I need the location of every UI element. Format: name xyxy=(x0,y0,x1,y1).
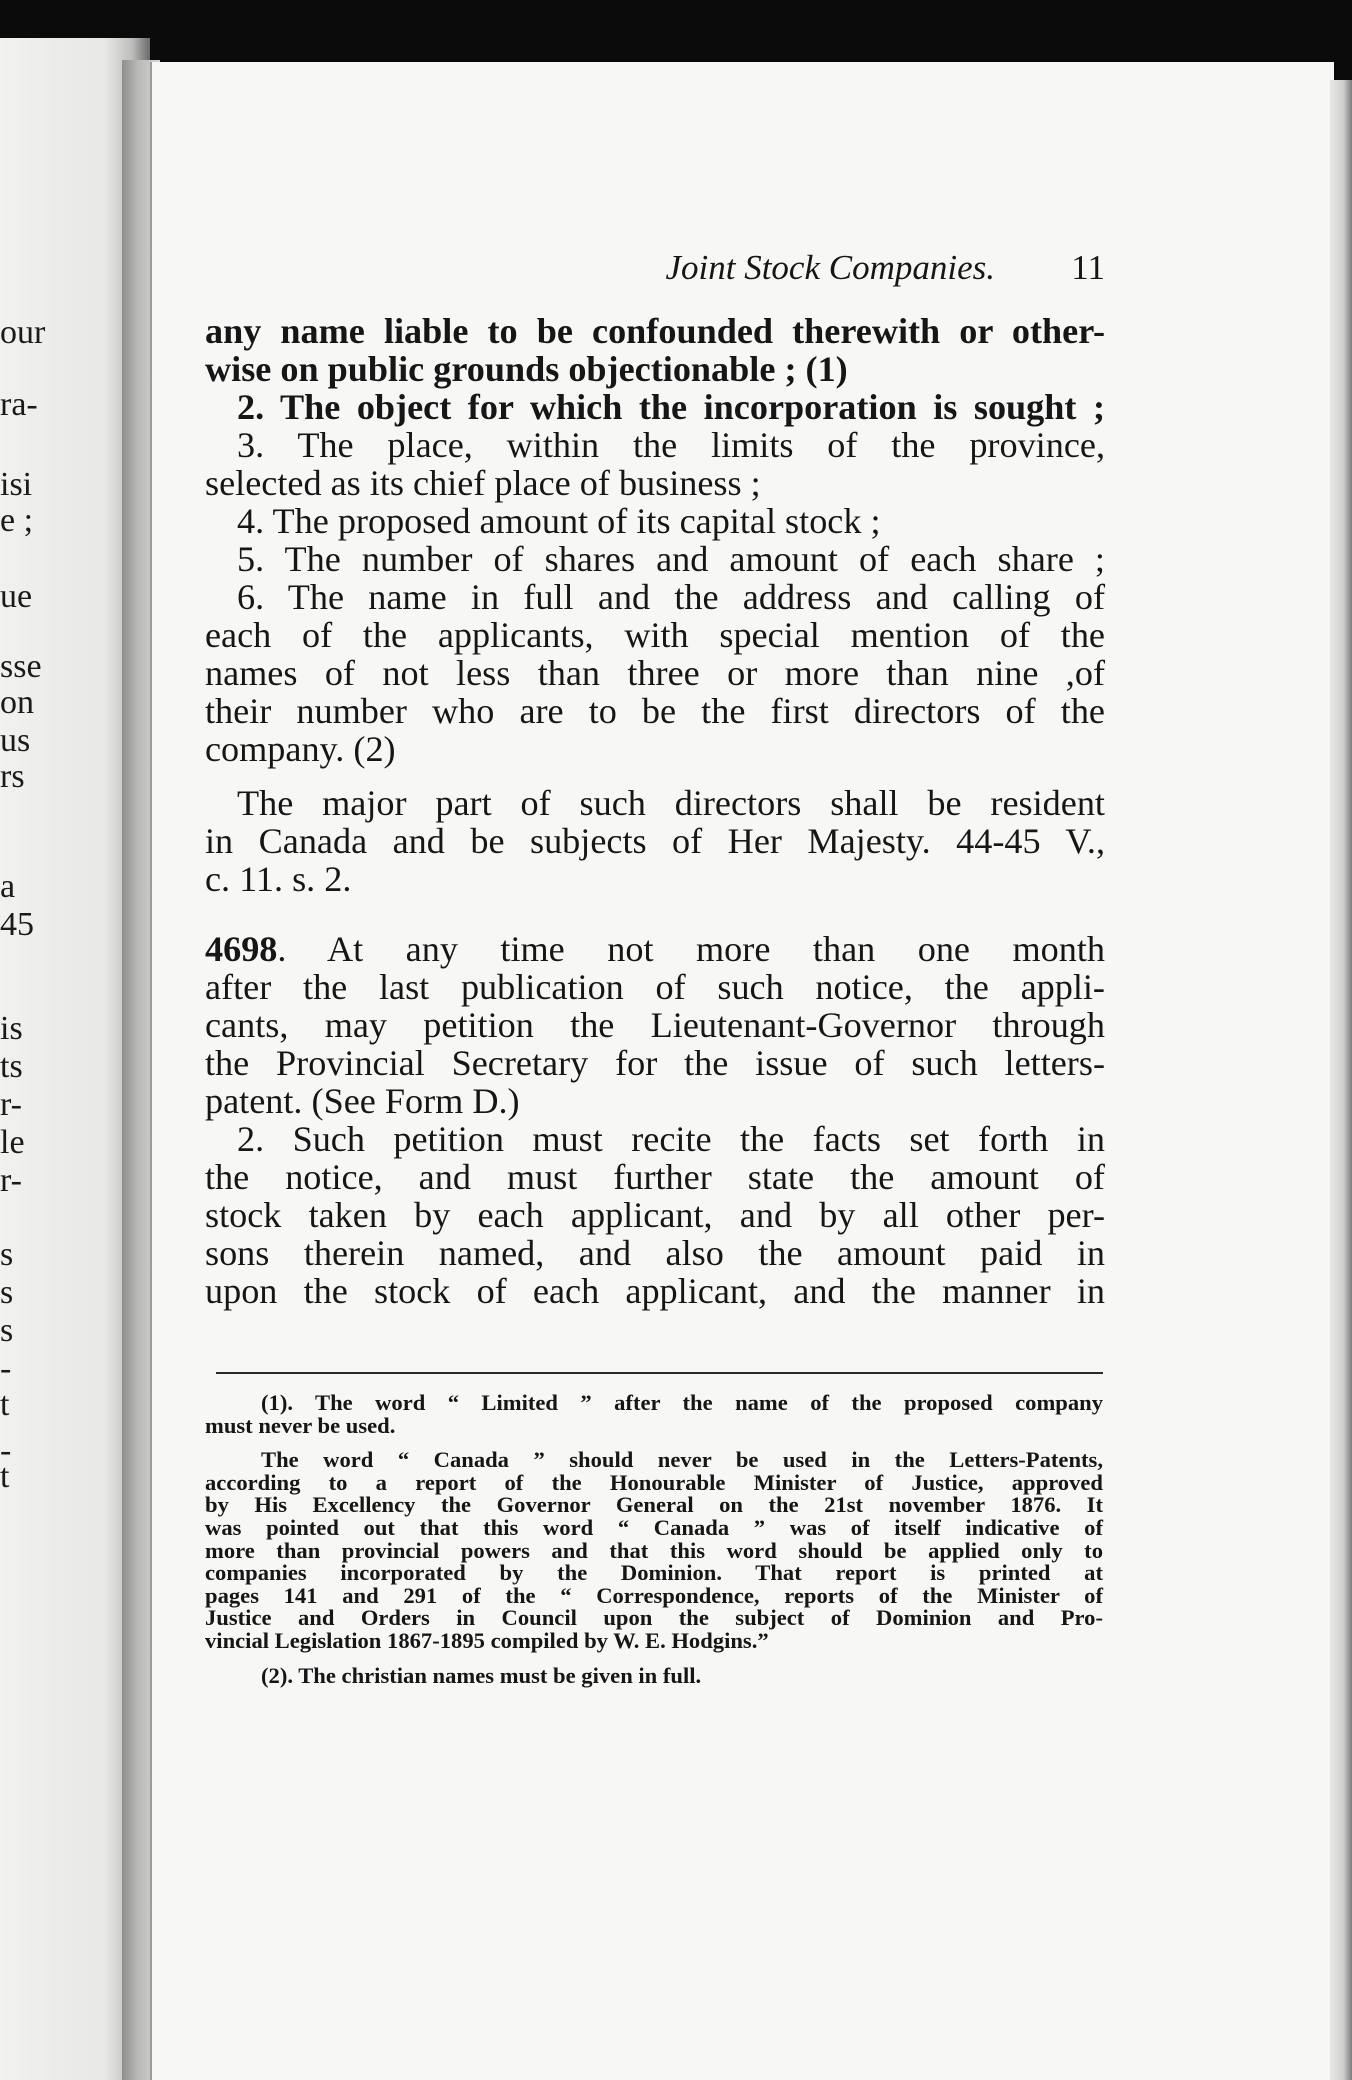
text-line: the notice, and must further state the amount of xyxy=(205,1157,1105,1197)
text-line: 2. Such petition must recite the facts set forth in xyxy=(237,1119,1105,1159)
left-page-fragment: - xyxy=(0,1432,12,1469)
text-line: stock taken by each applicant, and by all other per- xyxy=(205,1195,1105,1235)
footnote-line: must never be used. xyxy=(205,1412,396,1438)
text-line: wise on public grounds objectionable ; (1) xyxy=(205,349,848,389)
footnote-line: companies incorporated by the Dominion. That report is printed at xyxy=(205,1560,1103,1586)
section-first-line-text: . At any time not more than one month xyxy=(277,929,1105,969)
footnotes xyxy=(205,1392,1103,1687)
footnote-line: was pointed out that this word “ Canada ” was of itself indicative of xyxy=(205,1514,1103,1540)
footnote-line: by His Excellency the Governor General on the 21st november 1876. It xyxy=(205,1492,1103,1518)
left-page-fragment: s xyxy=(0,1274,14,1311)
text-line: company. (2) xyxy=(205,729,396,769)
left-page-fragment: sse xyxy=(0,648,42,685)
text-line: the Provincial Secretary for the issue of such letters- xyxy=(205,1043,1105,1083)
section-number: 4698 xyxy=(205,929,278,969)
page-header xyxy=(205,248,1105,292)
footnote-line: (2). The christian names must be given in full. xyxy=(261,1662,702,1688)
text-line: any name liable to be confounded therewith or other- xyxy=(205,311,1105,351)
left-page-fragment: ra- xyxy=(0,386,38,423)
text-line: their number who are to be the first directors of the xyxy=(205,691,1105,731)
left-page-fragment: r- xyxy=(0,1162,22,1199)
left-page-fragment: on xyxy=(0,684,34,721)
left-page-fragment: ue xyxy=(0,578,33,615)
text-line: 4. The proposed amount of its capital stock ; xyxy=(237,501,881,541)
text-line: 2. The object for which the incorporation is sought ; xyxy=(237,387,1105,427)
left-page-fragment: t xyxy=(0,1458,10,1495)
left-page-fragment: ts xyxy=(0,1048,23,1085)
footnote-line: vincial Legislation 1867-1895 compiled by W. E. Hodgins.” xyxy=(205,1627,769,1653)
footnote-line: (1). The word “ Limited ” after the name of the proposed company xyxy=(261,1390,1103,1415)
text-line: selected as its chief place of business ; xyxy=(205,463,761,503)
footnote-line: according to a report of the Honourable Minister of Justice, approved xyxy=(205,1469,1103,1495)
footnote-line: The word “ Canada ” should never be used in the Letters-Patents, xyxy=(261,1447,1103,1473)
text-line: cants, may petition the Lieutenant-Governor through xyxy=(205,1005,1105,1045)
text-line: after the last publication of such notice, the appli- xyxy=(205,967,1105,1007)
left-page-fragment: isi xyxy=(0,466,33,503)
left-page-fragment: is xyxy=(0,1010,23,1047)
left-page-fragment: rs xyxy=(0,758,25,795)
section-first-line xyxy=(205,930,1105,968)
left-page-fragment: r- xyxy=(0,1086,22,1123)
text-line: c. 11. s. 2. xyxy=(205,859,352,899)
footnote-line: more than provincial powers and that this word should be applied only to xyxy=(205,1537,1103,1563)
text-line: patent. (See Form D.) xyxy=(205,1081,520,1121)
left-page-fragment: - xyxy=(0,1350,12,1387)
page-edge-shadow xyxy=(1330,80,1352,2080)
text-line: in Canada and be subjects of Her Majesty. 44-45 V., xyxy=(205,821,1105,861)
left-page-fragment: t xyxy=(0,1386,10,1423)
left-page-fragment: le xyxy=(0,1124,25,1161)
text-line: 5. The number of shares and amount of each share ; xyxy=(237,539,1105,579)
left-page-fragment: us xyxy=(0,722,31,759)
left-page-fragment: s xyxy=(0,1236,14,1273)
text-line: names of not less than three or more than nine ,of xyxy=(205,653,1105,693)
left-page-fragment: our xyxy=(0,314,46,351)
left-page-fragment: e ; xyxy=(0,502,34,539)
footnote-rule xyxy=(216,1372,1103,1374)
footnote-line: pages 141 and 291 of the “ Correspondence, reports of the Minister of xyxy=(205,1582,1103,1608)
text-line: 3. The place, within the limits of the province, xyxy=(237,425,1105,465)
page-number: 11 xyxy=(1071,248,1105,287)
left-page-fragment: s xyxy=(0,1312,14,1349)
text-line: sons therein named, and also the amount paid in xyxy=(205,1233,1105,1273)
left-page-fragment: 45 xyxy=(0,906,34,943)
text-line: The major part of such directors shall be resident xyxy=(237,783,1105,823)
running-head: Joint Stock Companies. xyxy=(665,248,995,287)
footnote-line: Justice and Orders in Council upon the subject of Dominion and Pro- xyxy=(205,1605,1103,1631)
text-line: upon the stock of each applicant, and the manner in xyxy=(205,1271,1105,1311)
left-page-fragment: a xyxy=(0,868,16,905)
body-text xyxy=(205,312,1105,1310)
text-line: 6. The name in full and the address and calling of xyxy=(237,577,1105,617)
text-line: each of the applicants, with special mention of the xyxy=(205,615,1105,655)
